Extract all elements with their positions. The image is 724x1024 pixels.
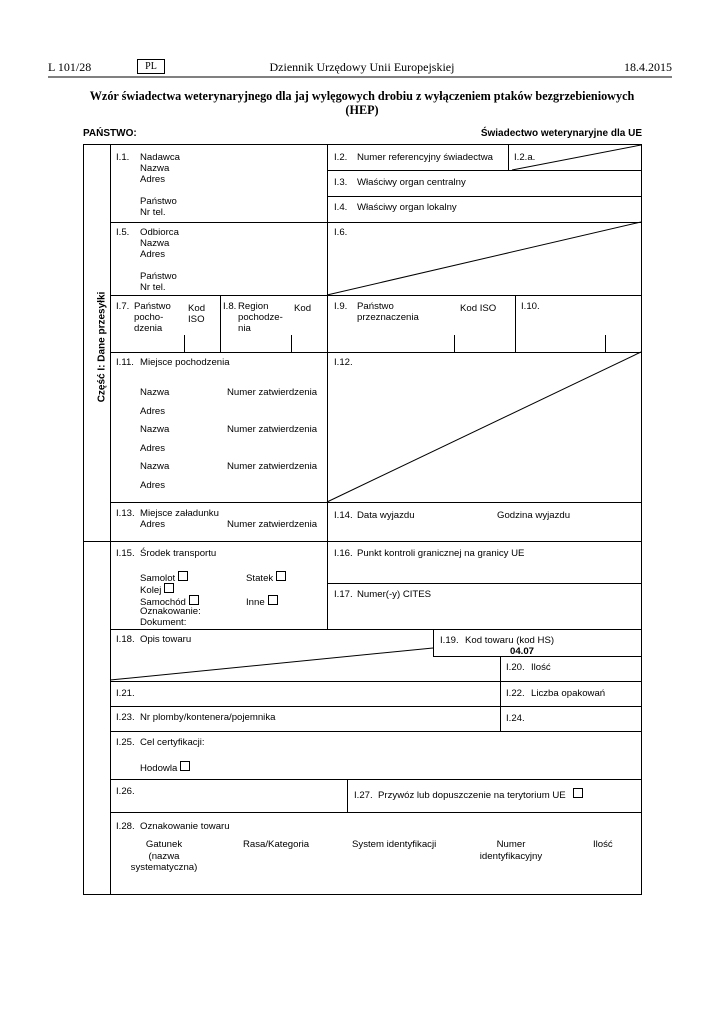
box-i5-name: Nazwa (140, 238, 170, 249)
col-id-number-line1: Numer (496, 839, 526, 850)
certificate-label: Świadectwo weterynaryjne dla UE (480, 128, 642, 139)
box-i7-line3: dzenia (134, 323, 163, 334)
box-i18-number: I.18. (116, 634, 135, 645)
box-i20-label: Ilość (531, 662, 551, 673)
box-i21-number: I.21. (116, 688, 135, 699)
box-i14-label: Data wyjazdu (357, 510, 415, 521)
col-species-line1: Gatunek (145, 839, 183, 850)
box-i9-number: I.9. (334, 301, 348, 312)
box-i23-number: I.23. (116, 712, 135, 723)
transport-document: Dokument: (140, 617, 187, 628)
box-i7-line1: Państwo (134, 301, 171, 312)
box-i5-number: I.5. (116, 227, 130, 238)
box-i9-line2: przeznaczenia (357, 312, 419, 323)
import-entry-checkbox[interactable] (573, 788, 583, 798)
box-i5-title: Odbiorca (140, 227, 179, 238)
box-i2-number: I.2. (334, 152, 348, 163)
box-i22-number: I.22. (506, 688, 525, 699)
box-i22-label: Liczba opakowań (531, 688, 606, 699)
transport-other-checkbox[interactable] (268, 595, 278, 605)
box-i8-code: Kod (294, 303, 312, 314)
box-i8-line3: nia (238, 323, 251, 334)
box-i16-label: Punkt kontroli granicznej na granicy UE (357, 548, 525, 559)
box-i7-number: I.7. (116, 301, 130, 312)
box-i3-number: I.3. (334, 177, 348, 188)
box-i5-tel: Nr tel. (140, 282, 166, 293)
col-species-line3: systematyczna) (130, 862, 198, 874)
box-i4-label: Właściwy organ lokalny (357, 202, 457, 213)
origin-2-address: Adres (140, 443, 166, 454)
transport-other-label: Inne (246, 597, 265, 608)
box-i13-address: Adres (140, 519, 166, 530)
box-i10-number: I.10. (521, 301, 540, 312)
import-entry (354, 788, 583, 802)
purpose-breeding (140, 761, 190, 775)
box-i13-title: Miejsce załadunku (140, 508, 219, 519)
box-i7-code-line2: ISO (188, 314, 205, 325)
box-i8-line1: Region (238, 301, 269, 312)
col-quantity: Ilość (593, 839, 613, 850)
box-i28-label: Oznakowanie towaru (140, 821, 230, 832)
transport-rail-label: Kolej (140, 585, 162, 596)
box-i2-label: Numer referencyjny świadectwa (357, 152, 493, 163)
box-i25-number: I.25. (116, 737, 135, 748)
box-i19-number: I.19. (440, 635, 459, 646)
origin-1-approval: Numer zatwierdzenia (227, 387, 318, 398)
language-badge: PL (137, 59, 165, 74)
box-i13-approval: Numer zatwierdzenia (227, 519, 318, 530)
box-i12-number: I.12. (334, 357, 353, 368)
origin-3-address: Adres (140, 480, 166, 491)
box-i26-number: I.26. (116, 786, 135, 797)
transport-ship (246, 571, 286, 585)
origin-1-name: Nazwa (140, 387, 170, 398)
publication-date: 18.4.2015 (624, 60, 672, 74)
box-i11-number: I.11. (116, 357, 134, 368)
part-one-side-label: Część I: Dane przesyłki (96, 291, 108, 403)
box-i2a-number: I.2.a. (514, 152, 536, 163)
transport-ship-label: Statek (246, 573, 274, 584)
box-i7-code-line1: Kod (188, 303, 206, 314)
box-i17-number: I.17. (334, 589, 353, 600)
box-i1-tel: Nr tel. (140, 207, 166, 218)
transport-ship-checkbox[interactable] (276, 571, 286, 581)
box-i8-line2: pochodze- (238, 312, 283, 323)
transport-marking: Oznakowanie: (140, 606, 201, 617)
transport-rail-checkbox[interactable] (164, 583, 174, 593)
box-i1-title: Nadawca (140, 152, 180, 163)
box-i13-number: I.13. (116, 508, 135, 519)
origin-2-approval: Numer zatwierdzenia (227, 424, 318, 435)
box-i4-number: I.4. (334, 202, 348, 213)
box-i25-label: Cel certyfikacji: (140, 737, 205, 748)
box-i14-time: Godzina wyjazdu (497, 510, 571, 521)
box-i1-country: Państwo (140, 196, 177, 207)
box-i28-number: I.28. (116, 821, 135, 832)
document-title-line2: (HEP) (345, 102, 379, 117)
box-i9-line1: Państwo (357, 301, 394, 312)
transport-plane-checkbox[interactable] (178, 571, 188, 581)
origin-3-name: Nazwa (140, 461, 170, 472)
box-i18-label: Opis towaru (140, 634, 192, 645)
col-id-number-line2: identyfikacyjny (479, 850, 543, 862)
box-i5-country: Państwo (140, 271, 177, 282)
box-i14-number: I.14. (334, 510, 353, 521)
col-id-system: System identyfikacji (352, 839, 437, 850)
box-i27-number: I.27. (354, 790, 373, 801)
box-i19-label: Kod towaru (kod HS) (465, 635, 555, 646)
origin-3-approval: Numer zatwierdzenia (227, 461, 318, 472)
box-i9-code: Kod ISO (460, 303, 497, 314)
journal-title: Dziennik Urzędowy Unii Europejskiej (269, 60, 455, 74)
box-i17-label: Numer(-y) CITES (357, 589, 432, 600)
box-i15-title: Środek transportu (140, 548, 217, 559)
box-i16-number: I.16. (334, 548, 353, 559)
box-i3-label: Właściwy organ centralny (357, 177, 466, 188)
origin-2-name: Nazwa (140, 424, 170, 435)
box-i27-label: Przywóz lub dopuszczenie na terytorium UE (378, 790, 566, 801)
country-label: PAŃSTWO: (83, 128, 137, 139)
box-i1-name: Nazwa (140, 163, 170, 174)
document-title-line1: Wzór świadectwa weterynaryjnego dla jaj wylęgowych drobiu z wyłączeniem ptaków bezgrzebieniowych (89, 89, 635, 103)
col-species-line2: (nazwa (148, 850, 180, 862)
transport-other (246, 595, 278, 609)
transport-plane-label: Samolot (140, 573, 176, 584)
transport-road-checkbox[interactable] (189, 595, 199, 605)
box-i5-address: Adres (140, 249, 166, 260)
box-i1-address: Adres (140, 174, 166, 185)
purpose-breeding-label: Hodowla (140, 763, 178, 774)
box-i1-number: I.1. (116, 152, 130, 163)
box-i11-title: Miejsce pochodzenia (140, 357, 230, 368)
box-i15-number: I.15. (116, 548, 135, 559)
origin-1-address: Adres (140, 406, 166, 417)
box-i7-line2: pocho- (134, 312, 164, 323)
box-i24-number: I.24. (506, 713, 525, 724)
purpose-breeding-checkbox[interactable] (180, 761, 190, 771)
page-reference: L 101/28 (48, 60, 92, 74)
box-i19-value: 04.07 (510, 646, 535, 657)
box-i8-number: I.8. (223, 301, 237, 312)
col-breed: Rasa/Kategoria (243, 839, 310, 850)
transport-road-label: Samochód (140, 597, 186, 608)
box-i23-label: Nr plomby/kontenera/pojemnika (140, 712, 276, 723)
box-i20-number: I.20. (506, 662, 525, 673)
box-i6-number: I.6. (334, 227, 348, 238)
